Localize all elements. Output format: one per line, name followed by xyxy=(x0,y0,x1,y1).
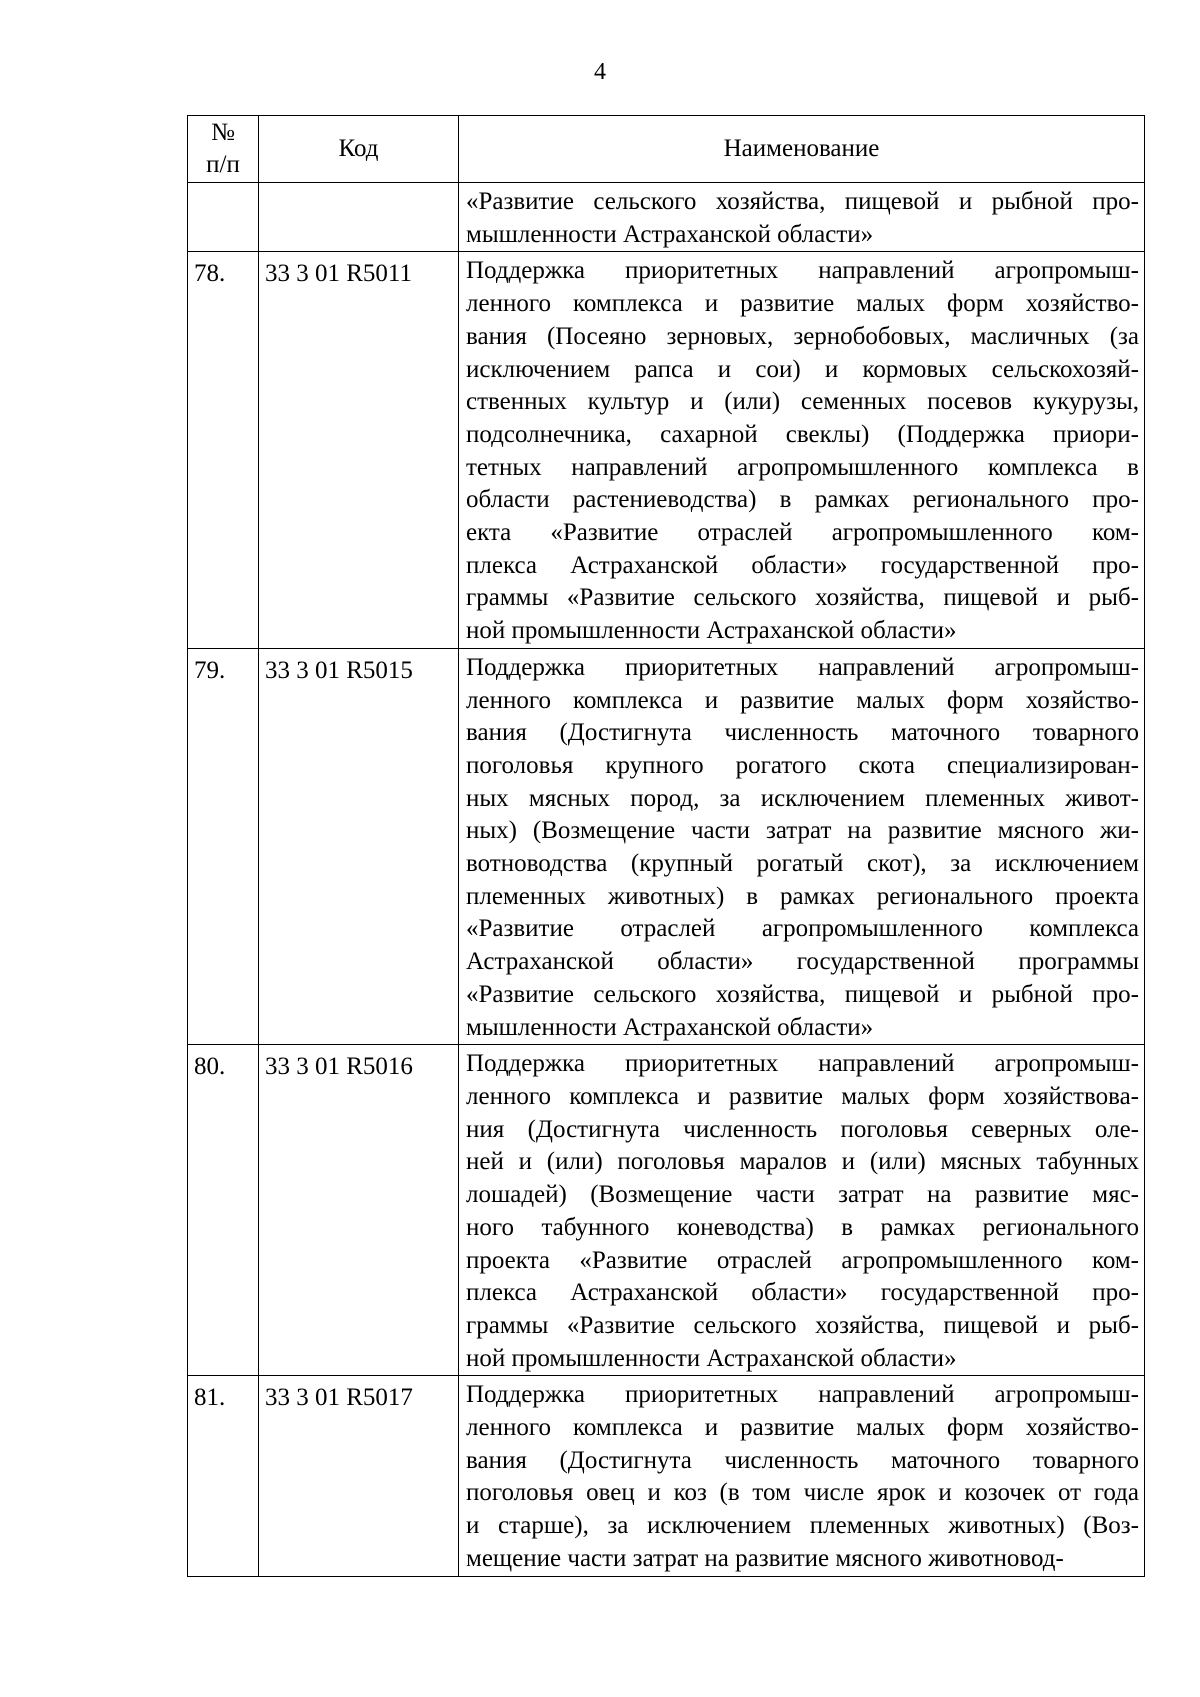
text-line: ленного комплекса и развитие малых форм хозяйствова- xyxy=(466,1082,1139,1110)
header-number xyxy=(188,116,259,183)
text-line: лошадей) (Возмещение части затрат на развитие мяс- xyxy=(466,1181,1139,1209)
row-code: 33 3 01 R5017 xyxy=(259,1376,459,1576)
row-name xyxy=(459,252,1145,648)
text-line: мышленности Астраханской области» xyxy=(466,220,874,248)
text-line: ственных культур и (или) семенных посевов кукурузы, xyxy=(466,388,1139,416)
table-row xyxy=(188,1045,1145,1376)
row-number: 81. xyxy=(188,1376,259,1576)
text-line: Поддержка приоритетных направлений агропромыш- xyxy=(466,257,1139,285)
text-line: екта «Развитие отраслей агропромышленного ком- xyxy=(466,519,1139,547)
row-number: 79. xyxy=(188,648,259,1044)
text-line: «Развитие сельского хозяйства, пищевой и рыбной про- xyxy=(466,188,1139,215)
text-line: Астраханской области» государственной программы xyxy=(466,948,1139,976)
text-line: поголовья овец и коз (в том числе ярок и козочек от года xyxy=(466,1479,1139,1507)
text-line: тетных направлений агропромышленного комплекса в xyxy=(466,453,1139,481)
row-number xyxy=(188,183,259,252)
text-line: Поддержка приоритетных направлений агропромыш- xyxy=(466,653,1139,681)
text-line: и старше), за исключением племенных животных) (Воз- xyxy=(466,1512,1139,1540)
page-number: 4 xyxy=(594,59,606,85)
text-line: ных) (Возмещение части затрат на развитие мясного жи- xyxy=(466,817,1139,845)
text-line: вания (Достигнута численность маточного товарного xyxy=(466,1446,1139,1474)
header-code: Код xyxy=(259,116,459,183)
text-line: исключением рапса и сои) и кормовых сельскохозяй- xyxy=(466,355,1139,383)
text-line: Поддержка приоритетных направлений агропромыш- xyxy=(466,1381,1139,1409)
text-line: мышленности Астраханской области» xyxy=(466,1013,874,1041)
text-line: ного табунного коневодства) в рамках регионального xyxy=(466,1213,1139,1241)
text-line: граммы «Развитие сельского хозяйства, пищевой и рыб- xyxy=(466,584,1139,612)
row-name xyxy=(459,1045,1145,1376)
text-line: ней и (или) поголовья маралов и (или) мясных табунных xyxy=(466,1148,1139,1176)
row-code xyxy=(259,183,459,252)
row-code: 33 3 01 R5011 xyxy=(259,252,459,648)
text-line: ния (Достигнута численность поголовья северных оле- xyxy=(466,1115,1139,1143)
text-line: ной промышленности Астраханской области» xyxy=(466,617,957,645)
row-number: 80. xyxy=(188,1045,259,1376)
row-name xyxy=(459,648,1145,1044)
text-line: ленного комплекса и развитие малых форм хозяйство- xyxy=(466,290,1139,318)
table-row xyxy=(188,648,1145,1044)
document-table xyxy=(187,115,1145,1577)
text-line: ленного комплекса и развитие малых форм хозяйство- xyxy=(466,686,1139,714)
table-header-row xyxy=(188,116,1145,183)
text-line: вотноводства (крупный рогатый скот), за исключением xyxy=(466,850,1139,878)
table-row xyxy=(188,1376,1145,1576)
table-body xyxy=(188,183,1145,1577)
table-row-continuation xyxy=(188,183,1145,252)
row-name xyxy=(459,1376,1145,1576)
text-line: «Развитие сельского хозяйства, пищевой и рыбной про- xyxy=(466,980,1139,1008)
text-line: вания (Достигнута численность маточного товарного xyxy=(466,719,1139,747)
text-line: области растениеводства) в рамках регионального про- xyxy=(466,486,1139,514)
header-name: Наименование xyxy=(459,116,1145,183)
header-number-line1: № xyxy=(211,119,235,146)
row-name xyxy=(459,183,1145,252)
text-line: «Развитие отраслей агропромышленного комплекса xyxy=(466,915,1139,943)
row-number: 78. xyxy=(188,252,259,648)
text-line: поголовья крупного рогатого скота специализирован- xyxy=(466,751,1139,779)
text-line: подсолнечника, сахарной свеклы) (Поддержка приори- xyxy=(466,420,1139,448)
header-number-line2: п/п xyxy=(206,151,240,178)
text-line: Поддержка приоритетных направлений агропромыш- xyxy=(466,1050,1139,1078)
text-line: граммы «Развитие сельского хозяйства, пищевой и рыб- xyxy=(466,1311,1139,1339)
text-line: плекса Астраханской области» государственной про- xyxy=(466,1279,1139,1307)
row-code: 33 3 01 R5015 xyxy=(259,648,459,1044)
text-line: проекта «Развитие отраслей агропромышленного ком- xyxy=(466,1246,1139,1274)
row-code: 33 3 01 R5016 xyxy=(259,1045,459,1376)
table-row xyxy=(188,252,1145,648)
text-line: ных мясных пород, за исключением племенных живот- xyxy=(466,784,1139,812)
text-line: ленного комплекса и развитие малых форм хозяйство- xyxy=(466,1414,1139,1442)
text-line: племенных животных) в рамках регионального проекта xyxy=(466,882,1139,910)
text-line: плекса Астраханской области» государственной про- xyxy=(466,551,1139,579)
text-line: вания (Посеяно зерновых, зернобобовых, масличных (за xyxy=(466,322,1139,350)
text-line: ной промышленности Астраханской области» xyxy=(466,1344,957,1372)
text-line: мещение части затрат на развитие мясного животновод- xyxy=(466,1544,1064,1572)
